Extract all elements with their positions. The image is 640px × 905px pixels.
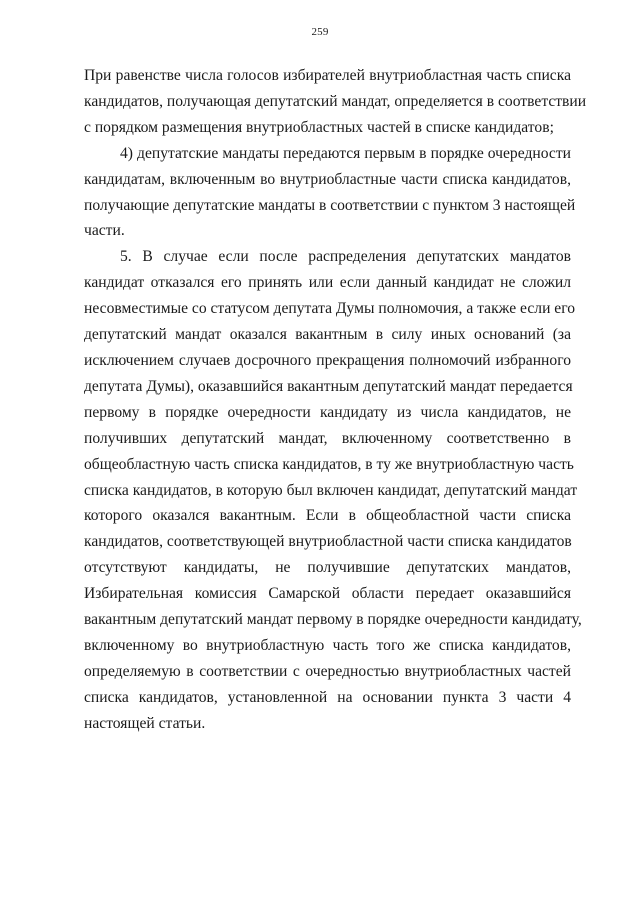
text-line: списка кандидатов, установленной на основании пункта 3 части 4 [84,688,571,706]
paragraph-equal-votes [84,63,587,141]
document-body [84,63,587,737]
text-line: вакантным депутатский мандат первому в порядке очередности кандидату, [84,611,582,629]
paragraph-section-5 [84,244,582,736]
text-line: получивших депутатский мандат, включенному соответственно в [84,429,571,447]
text-line: депутатский мандат оказался вакантным в силу иных оснований (за [84,326,571,344]
text-line: При равенстве числа голосов избирателей внутриобластная часть списка [84,67,571,84]
text-line: общеобластную часть списка кандидатов, в ту же внутриобластную часть [84,455,574,473]
text-line: 4) депутатские мандаты передаются первым в порядке очередности [120,144,571,162]
text-line: настоящей статьи. [84,714,206,732]
text-line: кандидатам, включенным во внутриобластные части списка кандидатов, [84,170,571,188]
text-line: списка кандидатов, в которую был включен кандидат, депутатский мандат [84,481,578,499]
page-number: 259 [311,26,329,38]
text-line: исключением случаев досрочного прекращения полномочий избранного [84,351,571,369]
text-line: включенному во внутриобластную часть того же списка кандидатов, [84,636,571,654]
text-line: отсутствуют кандидаты, не получившие депутатских мандатов, [84,559,571,577]
text-line: части. [84,222,125,240]
paragraph-item-4 [84,141,576,245]
text-line: депутата Думы), оказавшийся вакантным депутатский мандат передается [84,377,573,395]
text-line: Избирательная комиссия Самарской области передает оказавшийся [84,585,571,603]
text-line: кандидатов, соответствующей внутриобластной части списка кандидатов [84,533,572,551]
text-line: которого оказался вакантным. Если в общеобластной части списка [84,507,571,525]
text-line: с порядком размещения внутриобластных частей в списке кандидатов; [84,118,554,136]
text-line: кандидатов, получающая депутатский мандат, определяется в соответствии [84,92,587,110]
text-line: несовместимые со статусом депутата Думы полномочия, а также если его [84,300,576,318]
text-line: 5. В случае если после распределения депутатских мандатов [120,248,571,266]
text-line: кандидат отказался его принять или если данный кандидат не сложил [84,274,571,292]
text-line: определяемую в соответствии с очередностью внутриобластных частей [84,662,571,680]
text-line: первому в порядке очередности кандидату из числа кандидатов, не [84,403,571,421]
text-line: получающие депутатские мандаты в соответствии с пунктом 3 настоящей [84,196,576,214]
